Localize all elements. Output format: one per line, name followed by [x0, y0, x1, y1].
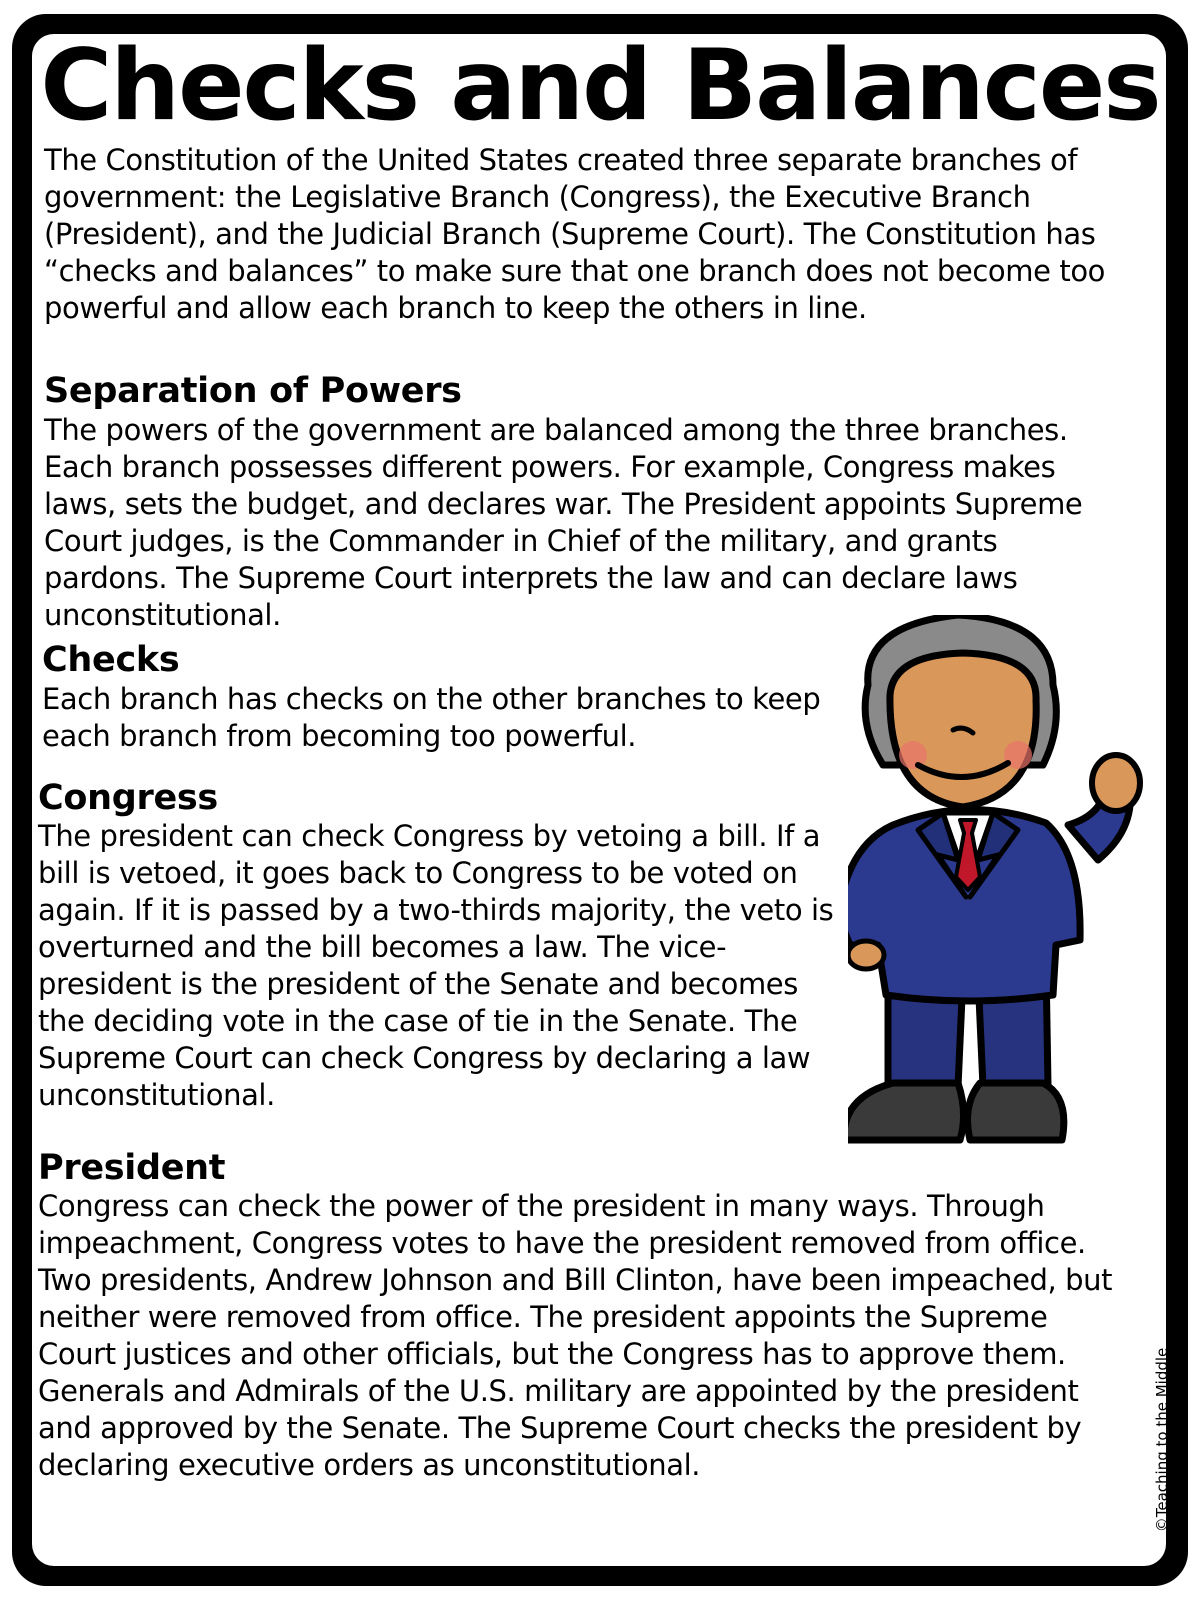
heading-president: President: [38, 1148, 226, 1188]
president-waving-icon: [848, 615, 1148, 1199]
intro-paragraph: The Constitution of the United States created three separate branches of government: the Legislative Branch (Congress), the Executive Branch (President), and the Judicial Branch (Supreme Court). The Constitution has “checks and balances” to make sure that one branch does not become too powerful and allow each branch to keep the others in line.: [44, 143, 1106, 325]
page-title: Checks and Balances: [40, 29, 1160, 143]
checks-paragraph: Each branch has checks on the other branches to keep each branch from becoming too powerful.: [42, 682, 821, 753]
heading-separation-of-powers: Separation of Powers: [44, 371, 462, 411]
heading-congress: Congress: [38, 778, 218, 818]
copyright-notice: ©Teaching to the Middle: [1153, 1347, 1171, 1533]
separation-of-powers-paragraph: The powers of the government are balanced among the three branches. Each branch possesses different powers. For example, Congress makes laws, sets the budget, and declares war. The President appoints Supreme Court judges, is the Commander in Chief of the military, and grants pardons. The Supreme Court interprets the law and can declare laws unconstitutional.: [44, 413, 1083, 632]
congress-paragraph: The president can check Congress by vetoing a bill. If a bill is vetoed, it goes back to Congress to be voted on again. If it is passed by a two-thirds majority, the veto is overturned and the bill becomes a law. The vice-president is the president of the Senate and becomes the deciding vote in the case of tie in the Senate. The Supreme Court can check Congress by declaring a law unconstitutional.: [38, 819, 834, 1112]
president-paragraph: Congress can check the power of the president in many ways. Through impeachment, Congress votes to have the president removed from office. Two presidents, Andrew Johnson and Bill Clinton, have been impeached, but neither were removed from office. The president appoints the Supreme Court justices and other officials, but the Congress has to approve them. Generals and Admirals of the U.S. military are appointed by the president and approved by the Senate. The Supreme Court checks the president by declaring executive orders as unconstitutional.: [38, 1189, 1113, 1482]
heading-checks: Checks: [42, 640, 180, 680]
